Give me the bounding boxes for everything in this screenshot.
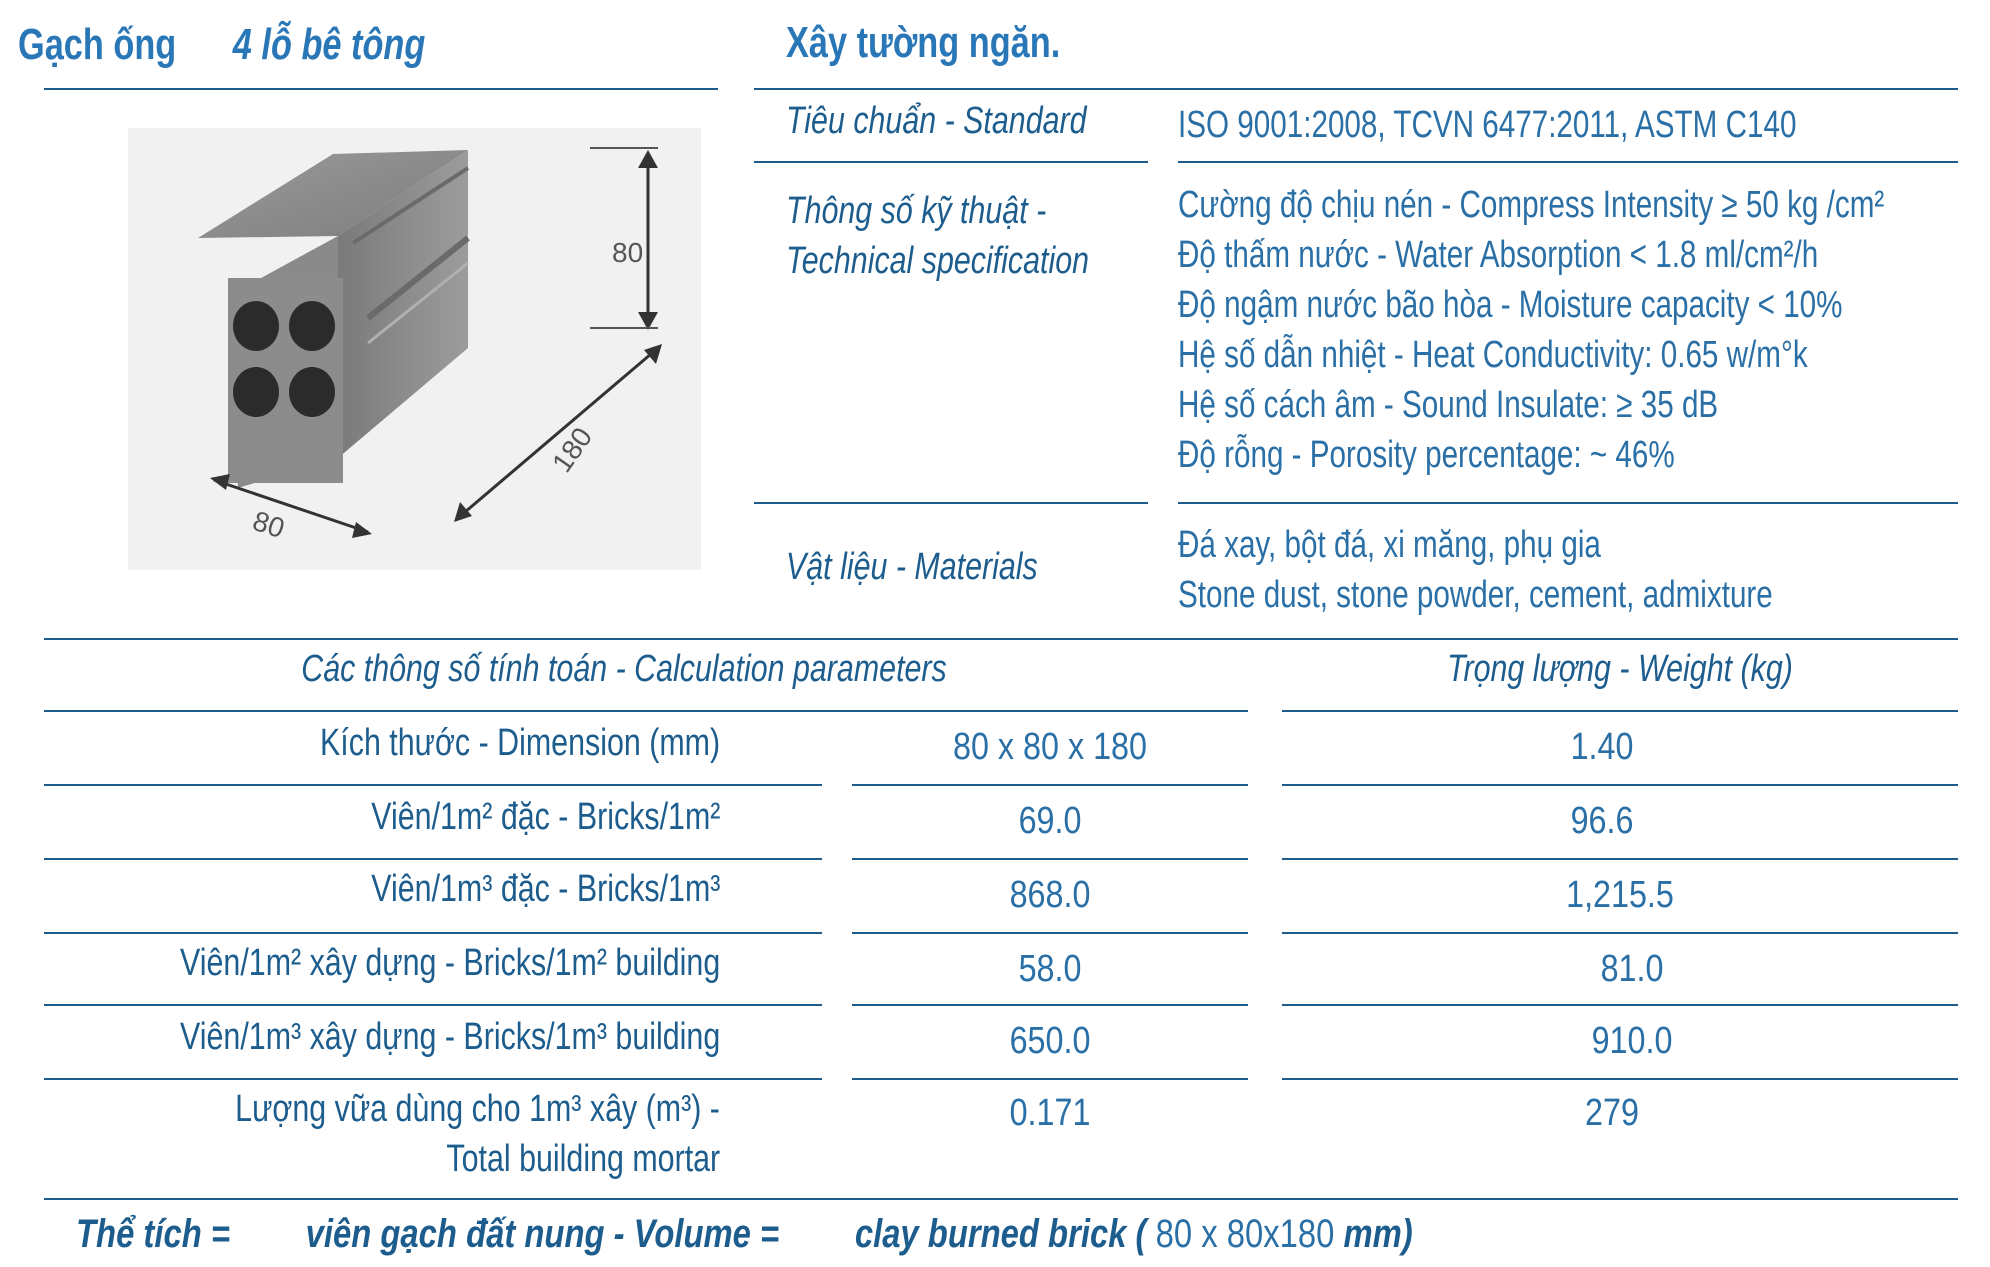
- row-divider: [1282, 1004, 1958, 1006]
- footer-unit: mm): [1343, 1212, 1413, 1256]
- row-mortar-label-line2: Total building mortar: [446, 1138, 720, 1180]
- table-top-rule: [44, 638, 1958, 640]
- standard-label: Tiêu chuẩn - Standard: [786, 100, 1087, 142]
- brick-hole: [289, 367, 335, 417]
- technical-label-line1: Thông số kỹ thuật -: [786, 190, 1047, 232]
- height-dimension-label: 80: [612, 237, 644, 268]
- row-divider: [852, 932, 1248, 934]
- width-dimension-label: 80: [249, 504, 289, 545]
- spec-compress-intensity: Cường độ chịu nén - Compress Intensity ≥ 50 kg /cm²: [1178, 184, 1885, 226]
- length-dimension-label: 180: [546, 421, 599, 478]
- row-bricks-m2-weight: 96.6: [1570, 800, 1634, 842]
- technical-values: [1178, 180, 1990, 480]
- materials-label: Vật liệu - Materials: [786, 546, 1038, 588]
- brick-hole: [233, 301, 279, 351]
- materials-values: [1178, 520, 1941, 620]
- row-mortar-value: 0.171: [1009, 1092, 1091, 1134]
- footer-dimensions: 80 x 80x180: [1155, 1212, 1335, 1256]
- row-divider: [44, 932, 822, 934]
- row-building-m3-label: Viên/1m³ xây dựng - Bricks/1m³ building: [179, 1016, 720, 1058]
- volume-footer: [76, 1212, 1413, 1257]
- application-heading: Xây tường ngăn.: [786, 18, 1061, 67]
- brick-illustration: [128, 128, 701, 570]
- technical-label-line2: Technical specification: [786, 240, 1090, 282]
- materials-english: Stone dust, stone powder, cement, admixture: [1178, 574, 1773, 616]
- standard-divider-right: [1178, 161, 1958, 163]
- footer-volume-label: Thể tích =: [76, 1212, 231, 1256]
- standard-value: ISO 9001:2008, TCVN 6477:2011, ASTM C140: [1178, 104, 1797, 146]
- row-building-m3-value: 650.0: [1009, 1020, 1091, 1062]
- product-subtitle: 4 lỗ bê tông: [232, 20, 426, 69]
- spec-heat-conductivity: Hệ số dẫn nhiệt - Heat Conductivity: 0.65 w/m°k: [1178, 334, 1808, 376]
- row-divider: [852, 858, 1248, 860]
- row-building-m2-value: 58.0: [1018, 948, 1082, 990]
- row-dimension-weight: 1.40: [1570, 726, 1634, 768]
- technical-divider-right: [1178, 502, 1958, 504]
- row-bricks-m2-value: 69.0: [1018, 800, 1082, 842]
- header-divider-left: [44, 710, 1248, 712]
- row-mortar-weight: 279: [1585, 1092, 1639, 1134]
- materials-vietnamese: Đá xay, bột đá, xi măng, phụ gia: [1178, 524, 1601, 566]
- row-divider: [852, 1004, 1248, 1006]
- row-divider: [44, 1004, 822, 1006]
- row-dimension-value: 80 x 80 x 180: [953, 726, 1147, 768]
- row-bricks-m3-value: 868.0: [1009, 874, 1091, 916]
- spec-moisture-capacity: Độ ngậm nước bão hòa - Moisture capacity < 10%: [1178, 284, 1843, 326]
- row-divider: [1282, 858, 1958, 860]
- row-divider: [1282, 932, 1958, 934]
- spec-water-absorption: Độ thấm nước - Water Absorption < 1.8 ml/cm²/h: [1178, 234, 1819, 276]
- title-underline: [44, 88, 718, 90]
- product-title: Gạch ống: [18, 20, 177, 69]
- product-title-block: [18, 20, 425, 70]
- row-divider: [44, 1078, 822, 1080]
- brick-hole: [289, 301, 335, 351]
- footer-clay-burned-brick: clay burned brick (: [854, 1212, 1147, 1256]
- brick-image: [128, 128, 701, 570]
- row-building-m2-label: Viên/1m² xây dựng - Bricks/1m² building: [179, 942, 720, 984]
- row-divider: [1282, 784, 1958, 786]
- row-bricks-m3-label: Viên/1m³ đặc - Bricks/1m³: [370, 868, 720, 910]
- weight-header: Trọng lượng - Weight (kg): [1447, 648, 1793, 690]
- calc-params-header: Các thông số tính toán - Calculation parameters: [301, 648, 947, 690]
- row-building-m2-weight: 81.0: [1600, 948, 1664, 990]
- spec-porosity: Độ rỗng - Porosity percentage: ~ 46%: [1178, 434, 1675, 476]
- width-dimension-line: [214, 480, 368, 532]
- brick-hole: [233, 367, 279, 417]
- technical-divider-left: [754, 502, 1148, 504]
- table-bottom-rule: [44, 1198, 1958, 1200]
- row-divider: [44, 784, 822, 786]
- row-bricks-m2-label: Viên/1m² đặc - Bricks/1m²: [370, 796, 720, 838]
- row-divider: [44, 858, 822, 860]
- row-dimension-label: Kích thước - Dimension (mm): [319, 722, 720, 764]
- heading-underline: [754, 88, 1958, 90]
- footer-clay-brick-label: viên gạch đất nung - Volume =: [305, 1212, 780, 1256]
- spec-sound-insulate: Hệ số cách âm - Sound Insulate: ≥ 35 dB: [1178, 384, 1719, 426]
- row-building-m3-weight: 910.0: [1591, 1020, 1673, 1062]
- row-mortar-label-line1: Lượng vữa dùng cho 1m³ xây (m³) -: [235, 1088, 720, 1130]
- row-divider: [852, 1078, 1248, 1080]
- length-dimension-line: [458, 348, 658, 518]
- row-divider: [852, 784, 1248, 786]
- row-bricks-m3-weight: 1,215.5: [1566, 874, 1674, 916]
- header-divider-right: [1282, 710, 1958, 712]
- standard-divider-left: [754, 161, 1148, 163]
- row-divider: [1282, 1078, 1958, 1080]
